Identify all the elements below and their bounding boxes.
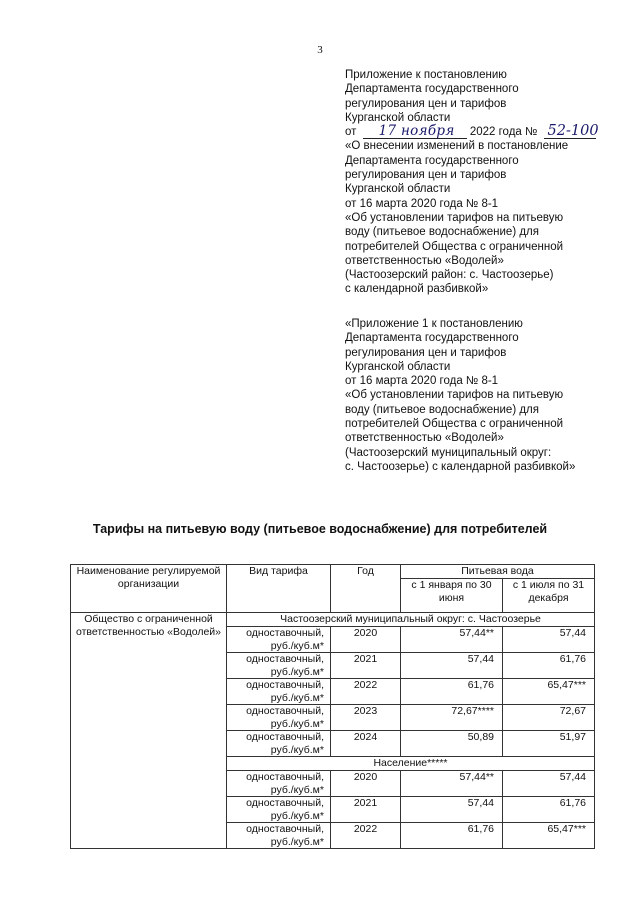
value-cell-h1: 61,76	[401, 823, 503, 849]
header-period-1: с 1 января по 30 июня	[401, 579, 503, 613]
quote-line: «Приложение 1 к постановлению	[345, 318, 523, 330]
tariff-table	[70, 564, 595, 849]
appendix-line: потребителей Общества с ограниченной	[345, 240, 564, 253]
quote-line: Курганской области	[345, 360, 451, 373]
organization-name-cell: Общество с ограниченной ответственностью «Водолей»	[71, 613, 227, 849]
handwritten-number	[544, 123, 599, 140]
tariff-cell: одноставочный, руб./куб.м*	[227, 653, 331, 679]
quote-line: «Об установлении тарифов на питьевую	[345, 389, 564, 402]
tariff-cell: одноставочный, руб./куб.м*	[227, 797, 331, 823]
value-cell-h2: 57,44	[503, 627, 595, 653]
year-cell: 2020	[331, 771, 401, 797]
header-drinking-water: Питьевая вода	[401, 565, 595, 579]
year-cell: 2023	[331, 705, 401, 731]
handwritten-date-text: 17 ноября	[378, 123, 455, 140]
value-cell-h2: 65,47***	[503, 823, 595, 849]
header-organization: Наименование регулируемой организации	[71, 565, 227, 613]
appendix-line: ответственностью «Водолей»	[345, 254, 504, 267]
tariff-cell: одноставочный, руб./куб.м*	[227, 705, 331, 731]
appendix-line: от 16 марта 2020 года № 8-1	[345, 197, 499, 210]
header-period-2: с 1 июля по 31 декабря	[503, 579, 595, 613]
appendix-line: Департамента государственного	[345, 83, 519, 96]
year-cell: 2020	[331, 627, 401, 653]
quote-line: (Частоозерский муниципальный округ:	[345, 446, 552, 459]
tariff-cell: одноставочный, руб./куб.м*	[227, 731, 331, 757]
value-cell-h1: 57,44	[401, 797, 503, 823]
quote-line: Департамента государственного	[345, 332, 519, 345]
appendix-line: «Об установлении тарифов на питьевую	[345, 211, 564, 224]
date-prefix: от	[345, 126, 357, 139]
handwritten-date	[363, 125, 467, 139]
quote-line: с. Частоозерье) с календарной разбивкой»	[345, 460, 576, 473]
appendix-line: Департамента государственного	[345, 154, 519, 167]
appendix-date-line	[345, 123, 599, 140]
header-tariff-type: Вид тарифа	[227, 565, 331, 613]
appendix-line: воду (питьевое водоснабжение) для	[345, 226, 539, 239]
appendix-line: регулирования цен и тарифов	[345, 169, 507, 182]
year-text: 2022 года №	[469, 126, 538, 139]
year-cell: 2024	[331, 731, 401, 757]
appendix-line: регулирования цен и тарифов	[345, 97, 507, 110]
value-cell-h2: 65,47***	[503, 679, 595, 705]
quote-line: от 16 марта 2020 года № 8-1	[345, 375, 499, 388]
appendix-header	[345, 68, 599, 297]
appendix-line: Приложение к постановлению	[345, 69, 507, 81]
group-label: Население*****	[227, 757, 595, 771]
year-cell: 2022	[331, 679, 401, 705]
value-cell-h2: 61,76	[503, 653, 595, 679]
quote-line: ответственностью «Водолей»	[345, 432, 504, 445]
appendix-line: «О внесении изменений в постановление	[345, 140, 569, 153]
appendix-line: с календарной разбивкой»	[345, 283, 489, 296]
header-year: Год	[331, 565, 401, 613]
value-cell-h2: 72,67	[503, 705, 595, 731]
tariff-cell: одноставочный, руб./куб.м*	[227, 679, 331, 705]
appendix-line: Курганской области	[345, 183, 451, 196]
tariff-cell: одноставочный, руб./куб.м*	[227, 771, 331, 797]
year-cell: 2021	[331, 797, 401, 823]
quote-line: потребителей Общества с ограниченной	[345, 418, 564, 431]
quote-line: регулирования цен и тарифов	[345, 346, 507, 359]
handwritten-number-text: 52-100	[547, 123, 599, 140]
document-title: Тарифы на питьевую воду (питьевое водоснабжение) для потребителей	[92, 522, 548, 536]
value-cell-h1: 50,89	[401, 731, 503, 757]
tariff-cell: одноставочный, руб./куб.м*	[227, 627, 331, 653]
year-cell: 2022	[331, 823, 401, 849]
tariff-cell: одноставочный, руб./куб.м*	[227, 823, 331, 849]
year-cell: 2021	[331, 653, 401, 679]
appendix-line: Курганской области	[345, 111, 451, 124]
value-cell-h1: 57,44**	[401, 627, 503, 653]
value-cell-h1: 61,76	[401, 679, 503, 705]
appendix-line: (Частоозерский район: с. Частоозерье)	[345, 269, 554, 282]
value-cell-h1: 72,67****	[401, 705, 503, 731]
page-number: 3	[317, 44, 323, 56]
value-cell-h1: 57,44	[401, 653, 503, 679]
quote-line: воду (питьевое водоснабжение) для	[345, 403, 539, 416]
group-label: Частоозерский муниципальный округ: с. Частоозерье	[227, 613, 595, 627]
value-cell-h2: 57,44	[503, 771, 595, 797]
value-cell-h1: 57,44**	[401, 771, 503, 797]
quoted-appendix-header	[345, 317, 575, 474]
value-cell-h2: 51,97	[503, 731, 595, 757]
value-cell-h2: 61,76	[503, 797, 595, 823]
